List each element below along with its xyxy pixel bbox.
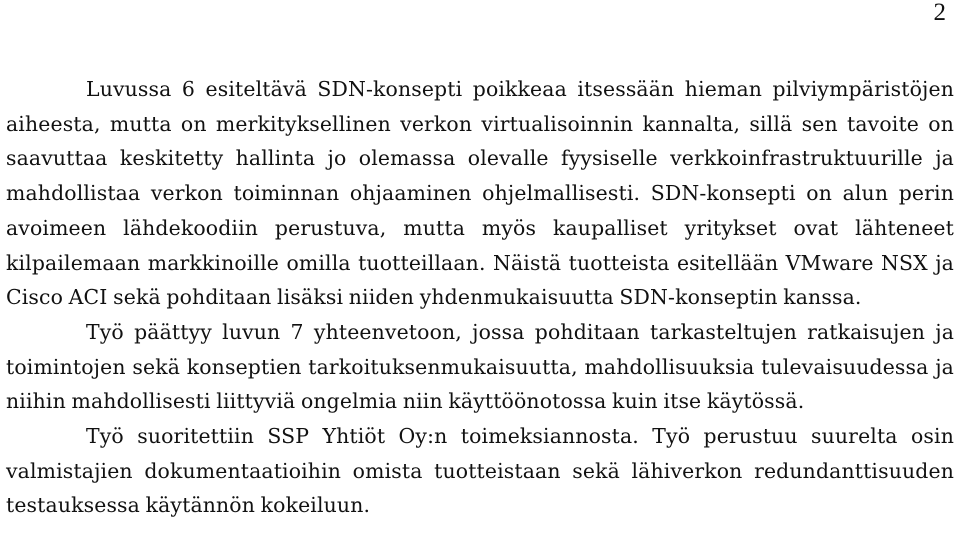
paragraph-commission: Työ suoritettiin SSP Yhtiöt Oy:n toimeksiannosta. Työ perustuu suurelta osin valmistajien dokumentaatioihin omista tuotteistaan sekä lähiverkon redundanttisuuden testauksessa käytännön kokeiluun. (6, 424, 954, 518)
paragraph-summary: Työ päättyy luvun 7 yhteenvetoon, jossa pohditaan tarkasteltujen ratkaisujen ja toimintojen sekä konseptien tarkoituksenmukaisuutta, mahdollisuuksia tulevaisuudessa ja niihin mahdollisesti liittyviä ongelmia niin käyttöönotossa kuin itse käytössä. (6, 319, 954, 414)
paragraph-intro: Luvussa 6 esiteltävä SDN-konsepti poikkeaa itsessään hieman pilviympäristöjen aiheesta, mutta on merkityksellinen verkon virtualisoinnin kannalta, sillä sen tavoite on saavuttaa keskitetty hallinta jo olemassa olevalle fyysiselle verkkoinfrastruktuurille ja mahdollistaa verkon toiminnan ohjaaminen ohjelmallisesti. SDN-konsepti on alun perin avoimeen lähdekoodiin perustuva, mutta myös kaupalliset yritykset ovat lähteneet kilpailemaan markkinoille omilla tuotteillaan. Näistä tuotteista esitellään VMware NSX ja Cisco ACI sekä pohditaan lisäksi niiden yhdenmukaisuutta SDN-konseptin kanssa. (6, 77, 954, 310)
document-body (6, 72, 954, 523)
page-number: 2 (933, 0, 946, 26)
